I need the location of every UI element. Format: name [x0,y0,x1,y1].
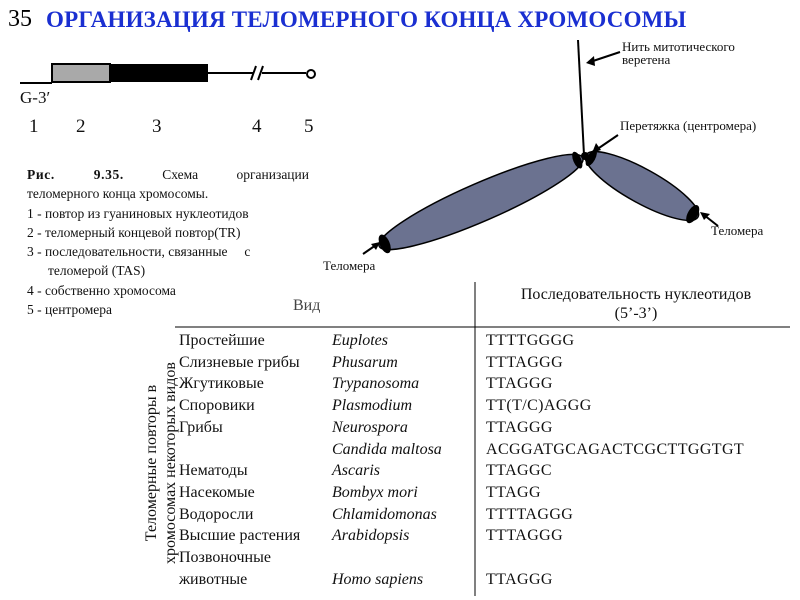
centromere-label: Перетяжка (центромера) [620,118,757,133]
region-number-2: 2 [76,116,86,137]
row-sequence-cell: TTTAGGG [486,527,564,544]
row-group-cell: Нематоды [179,462,248,479]
header-kind: Вид [293,297,321,314]
row-species-cell: Plasmodium [332,397,412,414]
region-number-3: 3 [152,116,162,137]
telomere-right-label: Теломера [711,223,764,238]
caption-item: 3 - последовательности, связанные с [27,244,251,260]
figure-ref: Рис. 9.35. [27,167,124,182]
g3-end-label: G-3′ [20,88,51,107]
row-group-cell: Простейшие [179,332,265,349]
row-group-cell: Насекомые [179,484,255,501]
row-species-cell: Neurospora [332,419,408,436]
row-species-cell: Euplotes [332,332,388,349]
row-sequence-cell: TTAGGG [486,571,553,588]
row-species-cell: Bombyx mori [332,484,418,501]
row-species-cell: Arabidopsis [332,527,410,544]
row-species-cell: Candida maltosa [332,441,442,458]
row-group-cell: животные [179,571,248,588]
caption-item: 5 - центромера [27,302,113,318]
row-species-cell: Phusarum [332,354,398,371]
row-group-cell: Высшие растения [179,527,301,544]
table-side-label: Теломерные повторы в хромосомах некоторых видов [143,362,179,564]
row-group-cell: Водоросли [179,506,254,523]
row-sequence-cell: TT(T/C)AGGG [486,397,592,414]
header-sequence: Последовательность нуклеотидов (5’-3’) [520,286,752,322]
slide-title: ОРГАНИЗАЦИЯ ТЕЛОМЕРНОГО КОНЦА ХРОМОСОМЫ [46,7,687,32]
telomere-left-label: Теломера [323,258,376,273]
row-species-cell: Homo sapiens [332,571,424,588]
caption-item: 2 - теломерный концевой повтор(TR) [27,224,241,240]
region-number-5: 5 [304,116,314,137]
region-number-1: 1 [29,116,39,137]
row-sequence-cell: TTAGGG [486,375,553,392]
row-species-cell: Chlamidomonas [332,506,437,523]
row-sequence-cell: TTTTGGGG [486,332,575,349]
row-sequence-cell: TTTAGGG [486,354,564,371]
row-group-cell: Грибы [179,419,223,436]
row-group-cell: Жгутиковые [179,375,264,392]
caption-item: 4 - собственно хромосома [27,282,176,298]
row-sequence-cell: ACGGATGCAGACTCGCTTGGTGT [486,441,745,458]
row-group-cell: Слизневые грибы [179,354,300,371]
spindle-label: Нить митотического веретена [622,39,735,67]
row-species-cell: Ascaris [332,462,380,479]
caption-intro: Схема организации [162,167,309,182]
row-sequence-cell: TTAGGG [486,419,553,436]
row-group-cell: Споровики [179,397,255,414]
row-sequence-cell: TTAGG [486,484,541,501]
caption-item-continuation: теломерой (TAS) [48,263,146,279]
caption-intro-rest: теломерного конца хромосомы. [27,186,209,202]
row-group-cell: Позвоночные [179,549,271,566]
region-number-4: 4 [252,116,262,137]
caption-item: 1 - повтор из гуаниновых нуклеотидов [27,205,249,221]
row-sequence-cell: TTAGGC [486,462,553,479]
slide-number: 35 [8,6,32,32]
row-sequence-cell: TTTTAGGG [486,506,574,523]
row-species-cell: Trypanosoma [332,375,420,392]
